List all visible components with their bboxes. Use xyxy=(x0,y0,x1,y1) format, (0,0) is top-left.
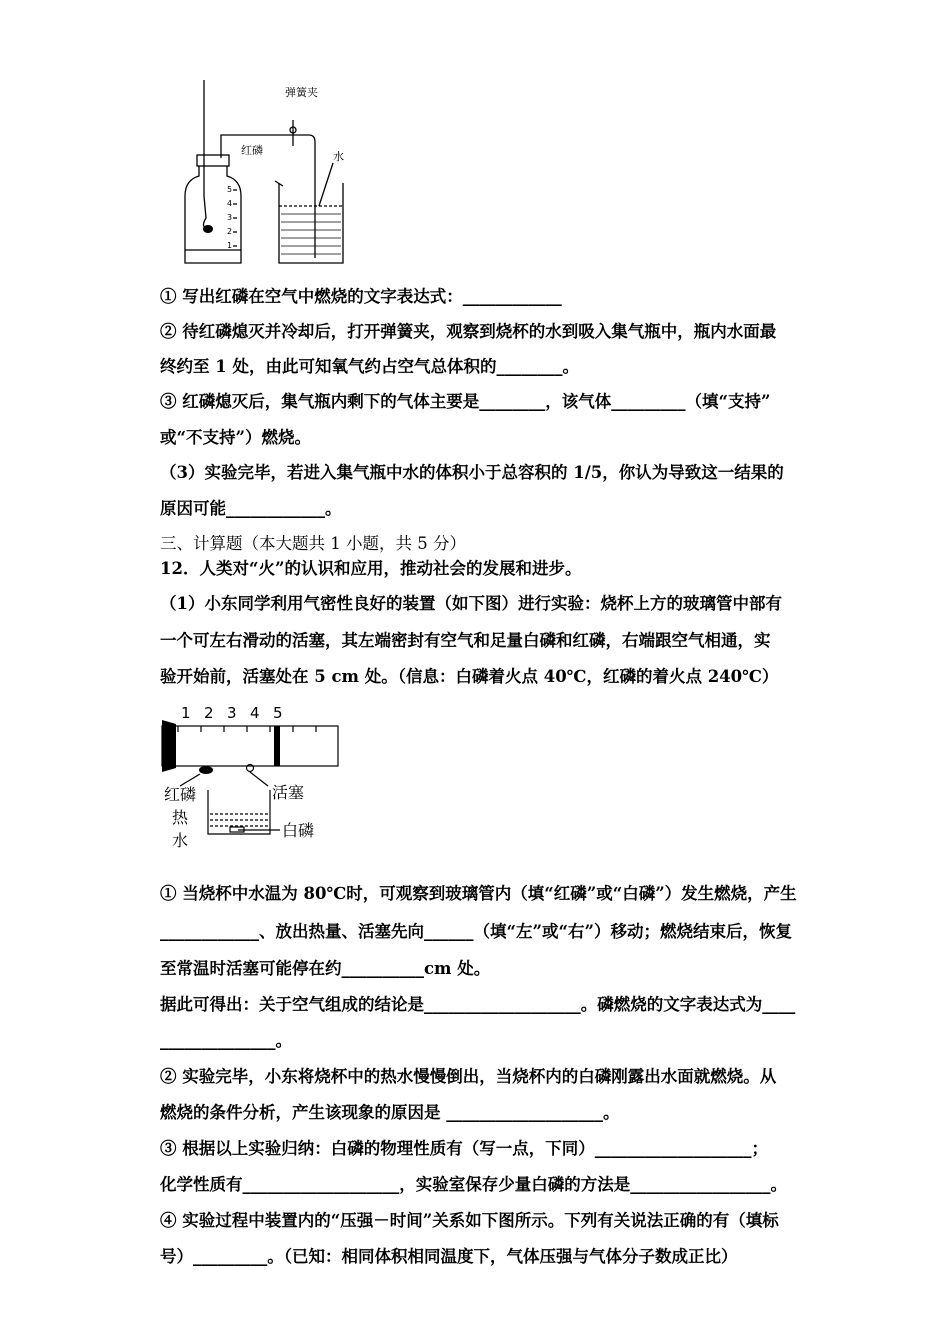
question-line: ② 实验完毕，小东将烧杯中的热水慢慢倒出，当烧杯内的白磷刚露出水面就燃烧。从 xyxy=(160,1067,777,1086)
question-line: ① 当烧杯中水温为 80℃时，可观察到玻璃管内（填“红磷”或“白磷”）发生燃烧，产生 xyxy=(160,884,797,903)
label-piston: 活塞 xyxy=(272,783,305,802)
question-line: ② 待红磷熄灭并冷却后，打开弹簧夹，观察到烧杯的水到吸入集气瓶中，瓶内水面最 xyxy=(160,322,777,341)
label-water: 水 xyxy=(172,831,189,850)
question-line: ③ 根据以上实验归纳：白磷的物理性质有（写一点，下同）___________________； xyxy=(160,1139,768,1158)
tube-scale-label: 5 xyxy=(273,704,283,722)
scale-tick-label: 1 xyxy=(227,241,233,250)
red-phosphorus-lump xyxy=(199,766,213,774)
figure-glass-tube-piston xyxy=(158,702,353,852)
tube-scale-label: 2 xyxy=(204,704,214,722)
question-title: 12．人类对“火”的认识和应用，推动社会的发展和进步。 xyxy=(160,559,582,578)
question-line: 原因可能____________。 xyxy=(160,499,342,518)
question-line: ____________、放出热量、活塞先向______（填“左”或“右”）移动；燃烧结束后，恢复 xyxy=(160,922,792,941)
question-line: ④ 实验过程中装置内的“压强－时间”关系如下图所示。下列有关说法正确的有（填标 xyxy=(160,1211,779,1230)
piston xyxy=(274,726,280,766)
question-line: 化学性质有___________________，实验室保存少量白磷的方法是_________________。 xyxy=(160,1175,787,1194)
question-line: （3）实验完毕，若进入集气瓶中水的体积小于总容积的 1/5，你认为导致这一结果的 xyxy=(160,463,784,482)
question-line: 据此可得出：关于空气组成的结论是___________________。磷燃烧的文字表达式为____ xyxy=(160,995,796,1014)
question-line: 终约至 1 处，由此可知氧气约占空气总体积的________。 xyxy=(160,357,579,376)
tube-scale-label: 1 xyxy=(181,704,191,722)
scale-tick-label: 3 xyxy=(227,213,233,222)
question-line: ① 写出红磷在空气中燃烧的文字表达式：____________ xyxy=(160,287,562,306)
label-red-phosphorus: 红磷 xyxy=(241,144,263,157)
section-heading: 三、计算题（本大题共 1 小题，共 5 分） xyxy=(160,534,466,553)
question-line: 一个可左右滑动的活塞，其左端密封有空气和足量白磷和红磷，右端跟空气相通，实 xyxy=(160,631,771,650)
question-line: 燃烧的条件分析，产生该现象的原因是 ___________________。 xyxy=(160,1103,620,1122)
label-hot: 热 xyxy=(172,808,189,827)
tube-scale-label: 4 xyxy=(250,704,260,722)
question-line: ______________。 xyxy=(160,1031,292,1050)
label-white-phosphorus: 白磷 xyxy=(282,821,315,840)
scale-tick-label: 5 xyxy=(227,185,233,194)
label-red-phosphorus: 红磷 xyxy=(164,785,197,804)
question-line: 号）_________。（已知：相同体积相同温度下，气体压强与气体分子数成正比） xyxy=(160,1247,738,1266)
tube-scale-label: 3 xyxy=(227,704,237,722)
figure-gas-bottle-apparatus xyxy=(175,78,360,273)
scale-tick-label: 4 xyxy=(227,199,233,208)
question-line: ③ 红磷熄灭后，集气瓶内剩下的气体主要是________，该气体_________（填“支持” xyxy=(160,392,771,411)
question-line: （1）小东同学利用气密性良好的装置（如下图）进行实验：烧杯上方的玻璃管中部有 xyxy=(160,594,782,613)
red-phosphorus-lump xyxy=(203,225,213,233)
label-water: 水 xyxy=(333,150,344,163)
question-line: 或“不支持”）燃烧。 xyxy=(160,428,311,447)
question-line: 验开始前，活塞处在 5 cm 处。（信息：白磷着火点 40℃，红磷的着火点 240℃） xyxy=(160,667,779,686)
question-line: 至常温时活塞可能停在约__________cm 处。 xyxy=(160,959,491,978)
label-spring-clip: 弹簧夹 xyxy=(285,86,318,99)
scale-tick-label: 2 xyxy=(227,227,233,236)
